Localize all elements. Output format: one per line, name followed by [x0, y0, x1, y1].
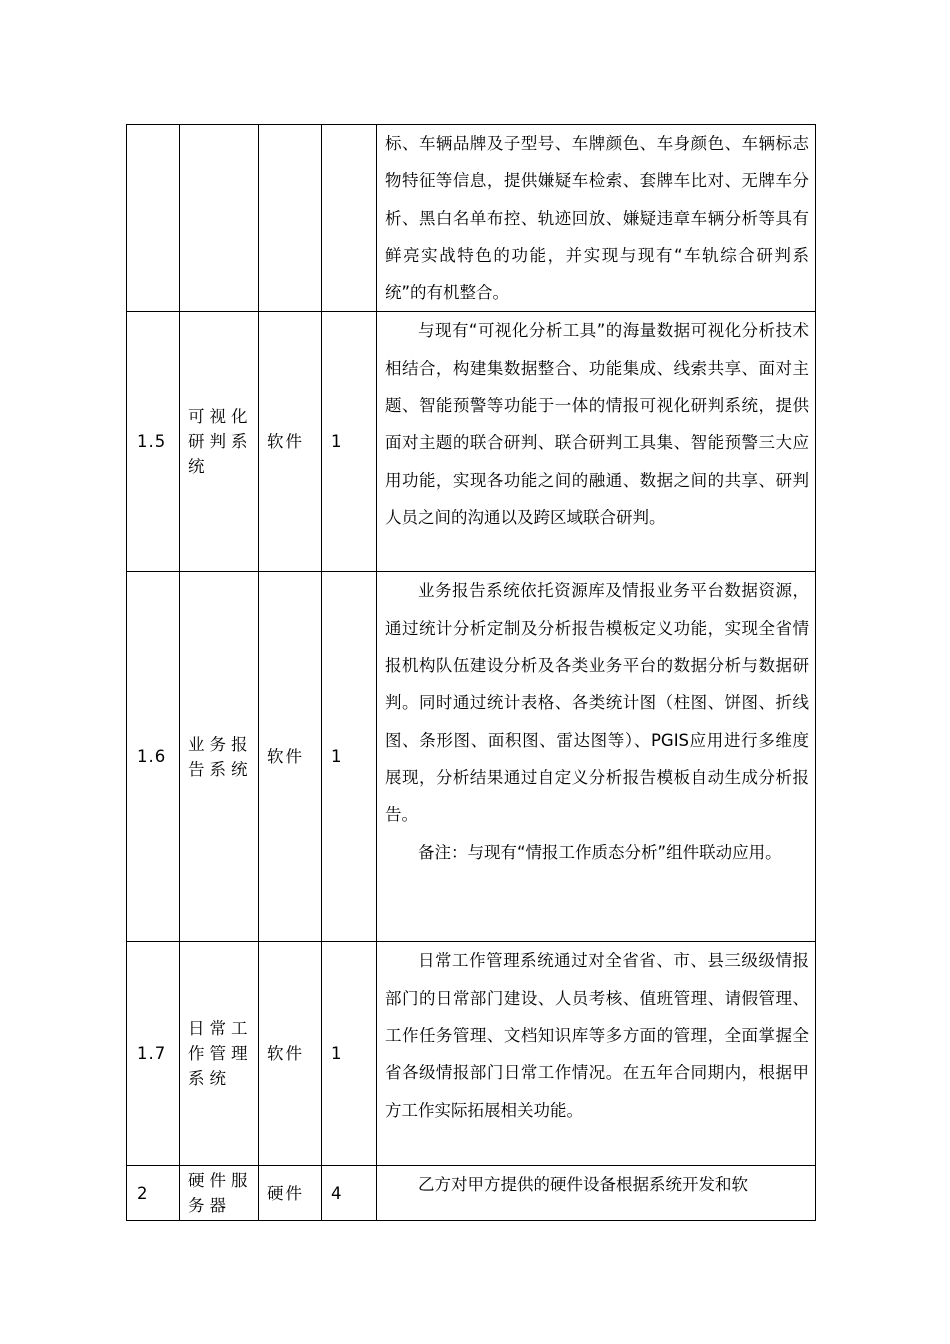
description-paragraph: 业务报告系统依托资源库及情报业务平台数据资源，通过统计分析定制及分析报告模板定义功能，实现全省情报机构队伍建设分析及各类业务平台的数据分析与数据研判。同时通过统计表格、各类统计图（柱图、饼图、折线图、条形图、面积图、雷达图等）、PGIS应用进行多维度展现，分析结果通过自定义分析报告模板自动生成分析报告。: [385, 581, 809, 825]
description-paragraph: 乙方对甲方提供的硬件设备根据系统开发和软: [418, 1175, 748, 1195]
item-type-cell: [259, 125, 322, 312]
item-name-cell: [180, 125, 259, 312]
item-number-cell: 1.6: [127, 572, 180, 942]
table-row: [127, 1166, 816, 1221]
note-paragraph: 备注：与现有“情报工作质态分析”组件联动应用。: [418, 842, 782, 862]
item-type-cell: 硬件: [259, 1166, 322, 1221]
item-number-cell: 1.5: [127, 312, 180, 572]
item-type-cell: 软件: [259, 572, 322, 942]
item-name-cell: 业务报告系统: [180, 572, 259, 942]
table-row: [127, 125, 816, 312]
description-paragraph: 标、车辆品牌及子型号、车牌颜色、车身颜色、车辆标志物特征等信息，提供嫌疑车检索、套牌车比对、无牌车分析、黑白名单布控、轨迹回放、嫌疑违章车辆分析等具有鲜亮实战特色的功能，并实现与现有“车轨综合研判系统”的有机整合。: [385, 134, 809, 303]
item-quantity-cell: 1: [322, 572, 377, 942]
item-quantity-cell: 1: [322, 942, 377, 1166]
item-description-cell: [377, 1166, 816, 1221]
item-description-cell: [377, 942, 816, 1166]
item-description-cell: [377, 125, 816, 312]
item-type-cell: 软件: [259, 312, 322, 572]
item-type-cell: 软件: [259, 942, 322, 1166]
table-row: [127, 572, 816, 942]
item-name-cell: 硬件服务器: [180, 1166, 259, 1221]
item-quantity-cell: 4: [322, 1166, 377, 1221]
item-name-cell: 可视化研判系统: [180, 312, 259, 572]
description-paragraph: 与现有“可视化分析工具”的海量数据可视化分析技术相结合，构建集数据整合、功能集成、线索共享、面对主题、智能预警等功能于一体的情报可视化研判系统，提供面对主题的联合研判、联合研判工具集、智能预警三大应用功能，实现各功能之间的融通、数据之间的共享、研判人员之间的沟通以及跨区域联合研判。: [385, 321, 809, 527]
item-name-cell: 日常工作管理系统: [180, 942, 259, 1166]
item-number-cell: [127, 125, 180, 312]
item-description-cell: [377, 312, 816, 572]
item-quantity-cell: 1: [322, 312, 377, 572]
table-row: [127, 942, 816, 1166]
item-number-cell: 2: [127, 1166, 180, 1221]
description-paragraph: 日常工作管理系统通过对全省省、市、县三级级情报部门的日常部门建设、人员考核、值班管理、请假管理、工作任务管理、文档知识库等多方面的管理，全面掌握全省各级情报部门日常工作情况。在五年合同期内，根据甲方工作实际拓展相关功能。: [385, 951, 809, 1120]
item-number-cell: 1.7: [127, 942, 180, 1166]
requirements-table: [126, 124, 816, 1221]
item-quantity-cell: [322, 125, 377, 312]
item-description-cell: [377, 572, 816, 942]
table-row: [127, 312, 816, 572]
